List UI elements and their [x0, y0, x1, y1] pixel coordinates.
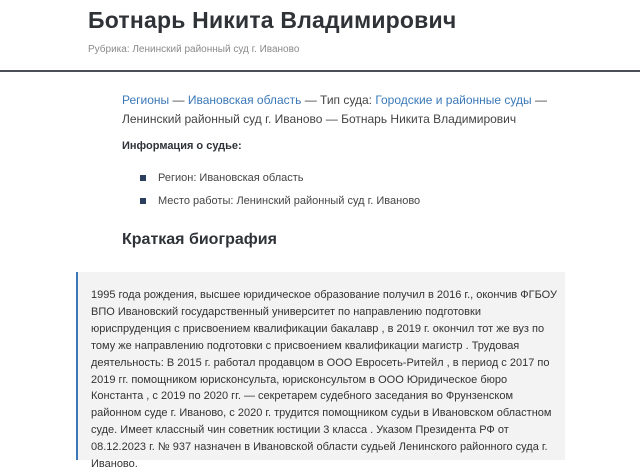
square-bullet-icon	[140, 198, 146, 204]
breadcrumb-current: — Ленинский районный суд г. Иваново — Ботнарь Никита Владимирович	[122, 93, 547, 126]
square-bullet-icon	[140, 175, 146, 181]
biography-block	[76, 272, 565, 471]
page-header	[0, 0, 640, 72]
biography-heading: Краткая биография	[122, 231, 277, 248]
info-item-region	[140, 170, 420, 193]
judge-info-heading: Информация о судье:	[122, 140, 242, 152]
biography-text: 1995 года рождения, высшее юридическое образование получил в 2016 г., окончив ФГБОУ ВПО Ивановский государственный университет по направлению подготовки юриспруденция с присвоением квалификации бакалавр , в 2019 г. окончил тот же вуз по тому же направлению подготовки с присвоением квалификации магистр . Трудовая деятельность: В 2015 г. работал продавцом в ООО Евросеть-Ритейл , в период с 2017 по 2019 гг. помощником юрисконсульта, юрисконсультом в ООО Юридическое бюро Константа , с 2019 по 2020 гг. — секретарем судебного заседания во Фрунзенском районном суде г. Иваново, с 2020 г. трудится помощником судьи в Ивановском областном суде. Имеет классный чин советник юстиции 3 класса . Указом Президента РФ от 08.12.2023 г. № 937 назначен в Ивановской области судьей Ленинского районного суда г. Иваново.	[91, 289, 557, 471]
judge-info-list	[140, 170, 420, 216]
info-item-workplace	[140, 193, 420, 216]
rubric-label: Рубрика: Ленинский районный суд г. Иваново	[88, 44, 300, 55]
info-item-label: Место работы: Ленинский районный суд г. Иваново	[158, 195, 421, 207]
breadcrumb-link-region[interactable]: Ивановская область	[187, 93, 302, 107]
breadcrumb-court-type-label: — Тип суда:	[301, 93, 376, 107]
breadcrumb-link-court-type[interactable]: Городские и районные суды	[375, 93, 532, 107]
breadcrumb-separator: —	[169, 93, 188, 107]
info-item-label: Регион: Ивановская область	[158, 172, 304, 184]
page-title: Ботнарь Никита Владимирович	[88, 7, 457, 33]
breadcrumb	[122, 91, 567, 129]
breadcrumb-link-regions[interactable]: Регионы	[122, 93, 170, 107]
